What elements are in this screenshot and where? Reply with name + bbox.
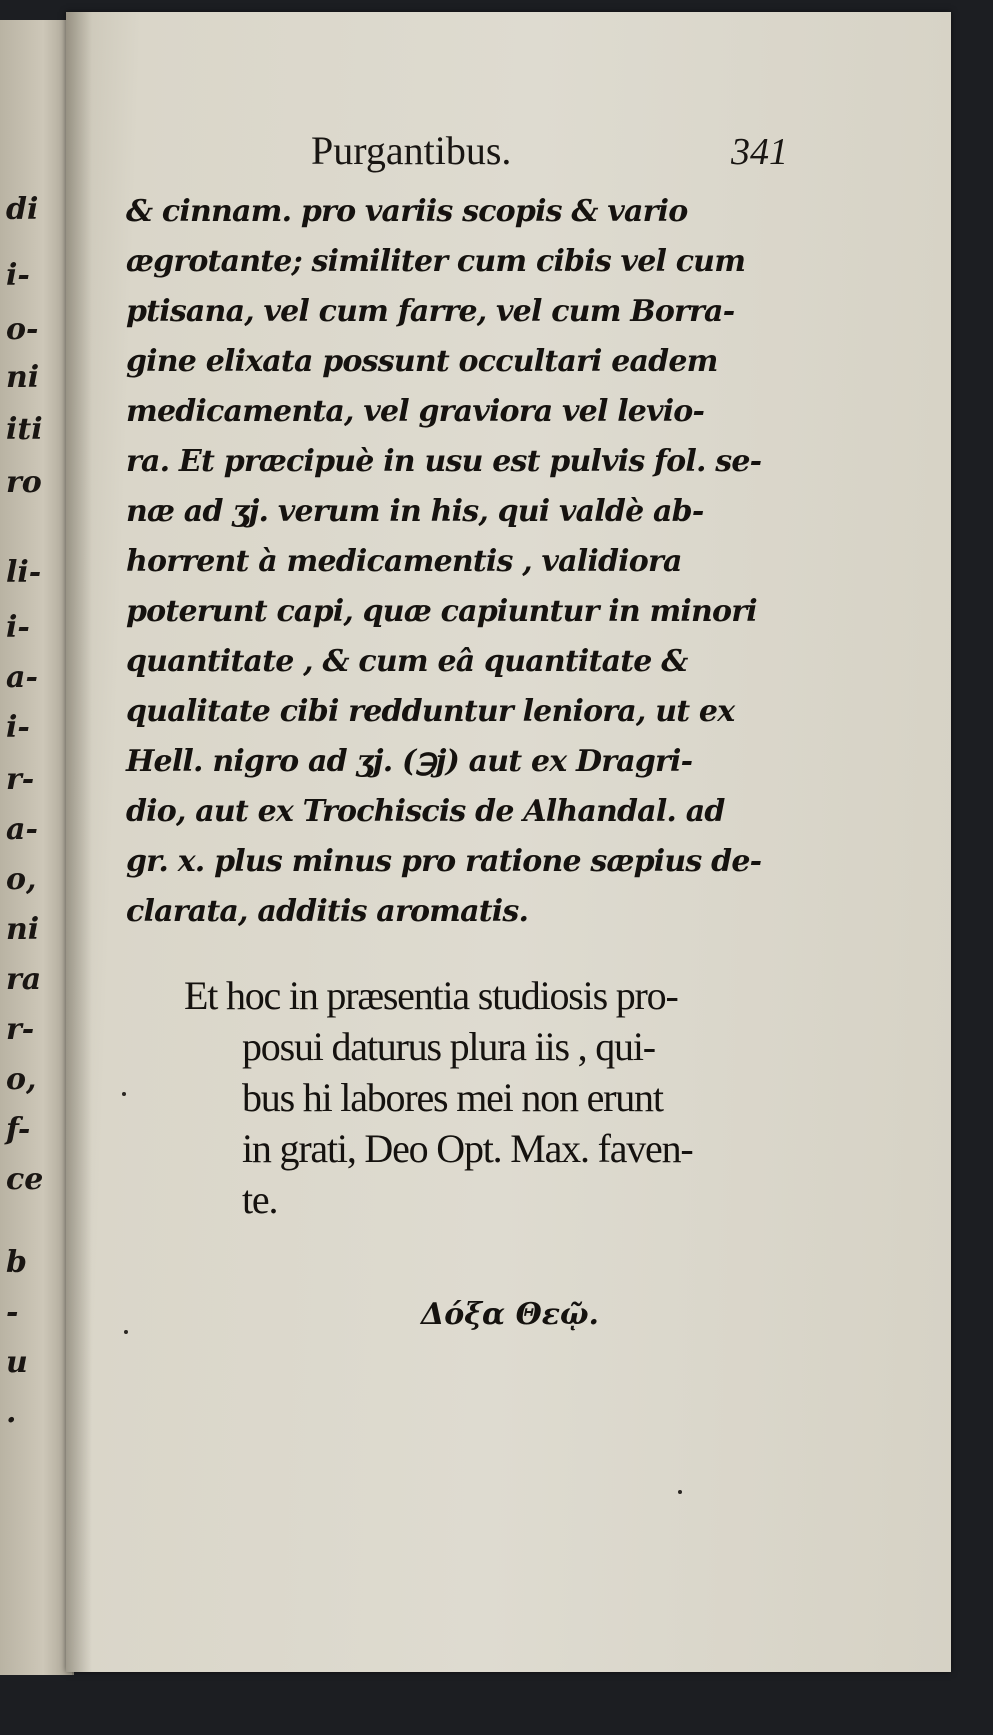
closing-line: Et hoc in præsentia studiosis pro- — [184, 973, 678, 1018]
fragment: i- — [6, 258, 30, 293]
fragment: - — [6, 1295, 19, 1330]
text-line: clarata, additis aromatis. — [126, 894, 529, 929]
fragment: a- — [6, 660, 38, 695]
fragment: b — [6, 1245, 27, 1280]
text-line: Hell. nigro ad ʒj. (℈j) aut ex Dragri- — [126, 744, 693, 779]
body-paragraph — [126, 187, 826, 937]
text-line: & cinnam. pro variis scopis & vario — [126, 194, 688, 229]
fragment: i- — [6, 610, 30, 645]
book-page — [66, 12, 951, 1672]
ink-speck — [124, 1330, 128, 1334]
text-line: medicamenta, vel graviora vel levio- — [126, 394, 705, 429]
fragment: r- — [6, 762, 35, 797]
previous-page-edge — [0, 20, 74, 1675]
fragment: o, — [6, 862, 37, 897]
fragment: li- — [6, 555, 42, 590]
text-line: ra. Et præcipuè in usu est pulvis fol. se- — [126, 444, 762, 479]
previous-page-fragments — [0, 20, 72, 1675]
fragment: . — [6, 1395, 17, 1430]
text-line: ptisana, vel cum farre, vel cum Borra- — [126, 294, 735, 329]
doxology: Δόξα Θεῷ. — [421, 1297, 599, 1332]
running-head: Purgantibus. — [311, 128, 512, 173]
fragment: o, — [6, 1062, 37, 1097]
closing-line: bus hi labores mei non erunt — [242, 1075, 663, 1120]
fragment: di — [6, 192, 39, 227]
fragment: iti — [6, 412, 43, 447]
page-number: 341 — [731, 131, 788, 173]
fragment: a- — [6, 812, 38, 847]
fragment: i- — [6, 710, 30, 745]
fragment: o- — [6, 312, 39, 347]
fragment: ni — [6, 912, 40, 947]
text-line: gine elixata possunt occultari eadem — [126, 344, 718, 379]
fragment: ro — [6, 465, 42, 500]
fragment: ni — [6, 360, 40, 395]
fragment: ce — [6, 1162, 44, 1197]
text-line: quantitate , & cum eâ quantitate & — [126, 644, 688, 679]
gutter-shadow — [66, 12, 92, 1672]
fragment: u — [6, 1345, 28, 1380]
ink-speck — [678, 1490, 682, 1494]
closing-line: te. — [242, 1177, 278, 1222]
text-line: dio, aut ex Trochiscis de Alhandal. ad — [126, 794, 725, 829]
text-line: gr. x. plus minus pro ratione sæpius de- — [126, 844, 762, 879]
text-line: ægrotante; similiter cum cibis vel cum — [126, 244, 746, 279]
text-line: poterunt capi, quæ capiuntur in minori — [126, 594, 757, 629]
closing-paragraph — [184, 970, 824, 1225]
text-line: horrent à medicamentis , validiora — [126, 544, 682, 579]
text-line: qualitate cibi redduntur leniora, ut ex — [126, 694, 735, 729]
fragment: f- — [6, 1112, 31, 1147]
closing-line: in grati, Deo Opt. Max. faven- — [242, 1126, 693, 1171]
fragment: ra — [6, 962, 42, 997]
text-line: næ ad ʒj. verum in his, qui valdè ab- — [126, 494, 704, 529]
ink-speck — [122, 1092, 126, 1096]
fragment: r- — [6, 1012, 35, 1047]
closing-line: posui daturus plura iis , qui- — [242, 1024, 655, 1069]
